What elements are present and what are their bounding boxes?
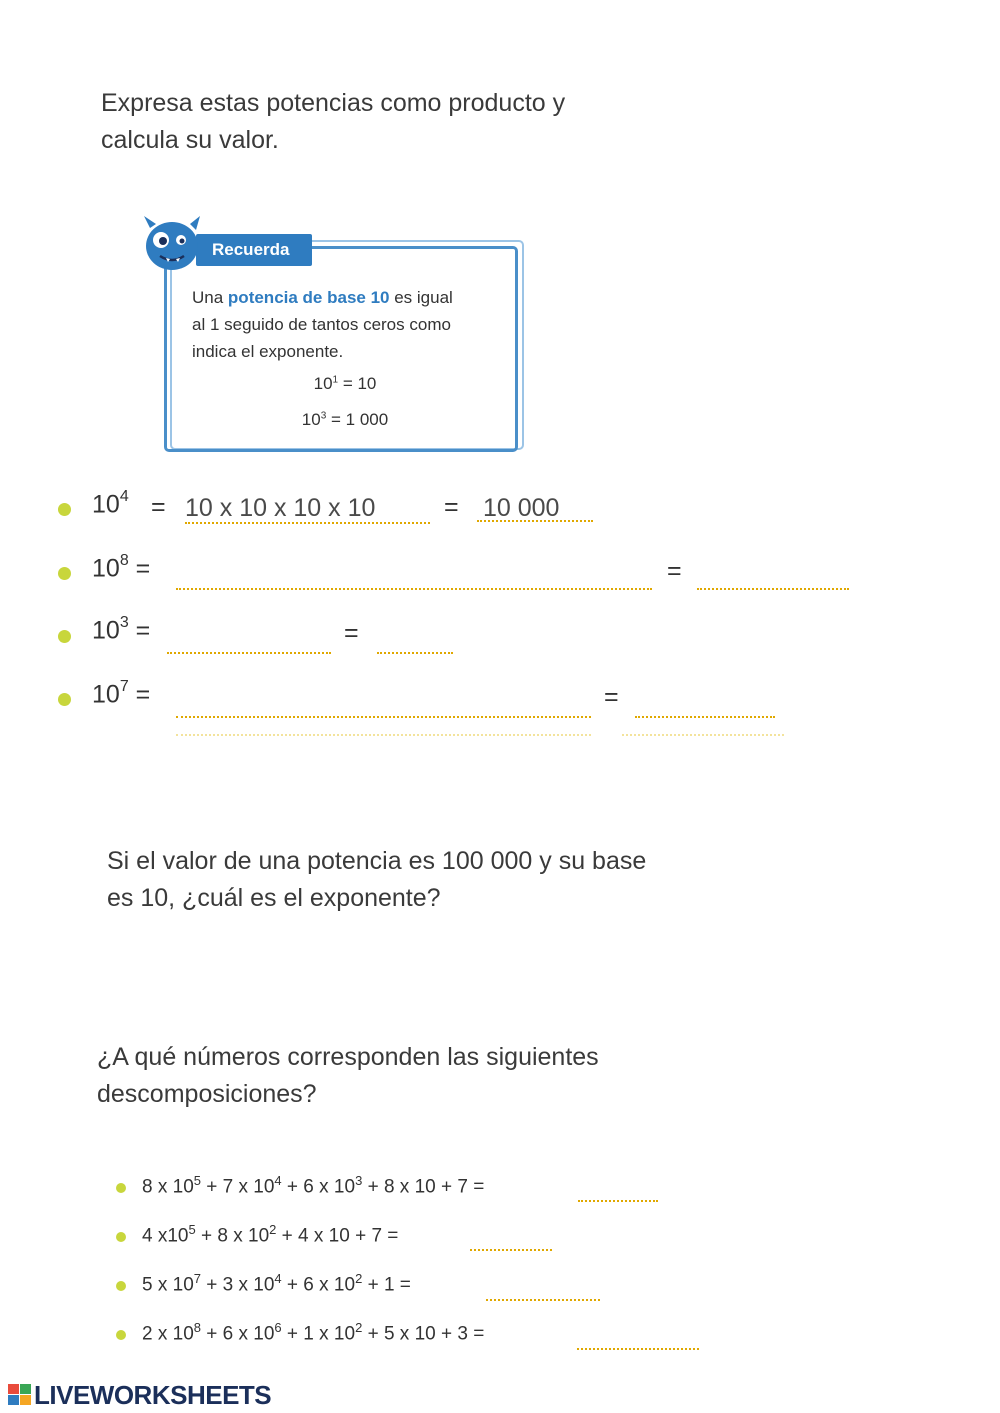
decomposition-expression: [142, 1222, 398, 1247]
instruction-1-line2: calcula su valor.: [101, 126, 279, 154]
bullet: [58, 567, 71, 580]
power-exponent: 4: [119, 488, 129, 505]
bullet: [58, 693, 71, 706]
decomposition-answer-field[interactable]: [486, 1279, 600, 1301]
recuerda-text: [192, 284, 453, 365]
equals-sign: =: [344, 619, 359, 647]
equals-sign: =: [135, 680, 151, 709]
decomposition-answer-field[interactable]: [577, 1328, 699, 1350]
instruction-3-line2: descomposiciones?: [97, 1080, 317, 1108]
value-answer-field[interactable]: [377, 624, 453, 654]
decomposition-expression: [142, 1173, 484, 1198]
exponent: 4: [274, 1271, 282, 1286]
value-answer-field[interactable]: [697, 560, 849, 590]
ex1-exp: 1: [332, 374, 339, 386]
term: + 5 x 10 + 3 =: [362, 1323, 485, 1345]
power-base: 10: [92, 616, 120, 645]
recuerda-line1-post: es igual: [389, 288, 453, 307]
value-answer-field[interactable]: 10 000: [477, 494, 593, 522]
ex1-result: = 10: [338, 374, 377, 393]
term: 5 x 10: [142, 1274, 194, 1296]
power-expression: [92, 490, 129, 519]
product-answer-field[interactable]: [167, 624, 331, 654]
term: + 4 x 10 + 7 =: [276, 1225, 399, 1247]
equals-sign: =: [604, 683, 619, 711]
power-exponent: 3: [119, 614, 129, 631]
instruction-3-line1: ¿A qué números corresponden las siguientes: [97, 1043, 599, 1071]
term: + 7 x 10: [201, 1176, 275, 1198]
liveworksheets-logo-icon: [8, 1384, 32, 1406]
ex2-exp: 3: [320, 410, 327, 422]
instruction-1-line1: Expresa estas potencias como producto y: [101, 89, 566, 117]
recuerda-line3: indica el exponente.: [192, 342, 344, 361]
term: + 6 x 10: [281, 1176, 356, 1198]
power-base: 10: [92, 490, 120, 519]
exponent: 2: [355, 1271, 363, 1286]
bullet: [116, 1183, 126, 1193]
instruction-3: [97, 1039, 599, 1113]
instruction-2-line1: Si el valor de una potencia es 100 000 y su base: [107, 847, 647, 875]
ex2-base: 10: [301, 410, 321, 429]
exponent: 4: [274, 1173, 282, 1188]
term: + 6 x 10: [281, 1274, 356, 1296]
monster-mascot-icon: [140, 214, 204, 276]
ex2-result: = 1 000: [326, 410, 389, 429]
exponent: 5: [188, 1222, 196, 1237]
equals-sign: =: [135, 554, 151, 583]
decomposition-answer-field[interactable]: [578, 1180, 658, 1202]
bullet: [58, 630, 71, 643]
ex1-base: 10: [313, 374, 333, 393]
exponent: 7: [193, 1271, 201, 1286]
instruction-2: [107, 843, 646, 917]
equals-sign: =: [135, 616, 151, 645]
power-expression: [92, 616, 150, 645]
term: + 3 x 10: [201, 1274, 275, 1296]
exponent: 2: [355, 1320, 363, 1335]
recuerda-line1: [192, 284, 453, 311]
recuerda-example-2: [195, 410, 495, 430]
power-exponent: 7: [119, 678, 129, 695]
term: + 1 x 10: [281, 1323, 356, 1345]
power-expression: [92, 680, 150, 709]
instruction-1: [101, 85, 565, 159]
power-expression: [92, 554, 150, 583]
term: + 8 x 10 + 7 =: [362, 1176, 485, 1198]
equals-sign: =: [444, 493, 459, 521]
term: + 8 x 10: [195, 1225, 270, 1247]
power-exponent: 8: [119, 552, 129, 569]
exponent: 3: [355, 1173, 363, 1188]
bullet: [116, 1281, 126, 1291]
recuerda-line1-bold: potencia de base 10: [227, 288, 390, 307]
power-base: 10: [92, 554, 120, 583]
term: 2 x 10: [142, 1323, 194, 1345]
liveworksheets-brand: LIVEWORKSHEETS: [34, 1380, 272, 1410]
decomposition-expression: [142, 1320, 484, 1345]
decomposition-answer-field[interactable]: [470, 1229, 552, 1251]
exponent: 8: [193, 1320, 201, 1335]
recuerda-tag: Recuerda: [196, 234, 312, 266]
recuerda-line2: al 1 seguido de tantos ceros como: [192, 315, 451, 334]
faint-dotted-line: [176, 708, 591, 736]
equals-sign: =: [151, 493, 166, 521]
term: + 1 =: [362, 1274, 411, 1296]
instruction-2-line2: es 10, ¿cuál es el exponente?: [107, 884, 441, 912]
term: + 6 x 10: [201, 1323, 275, 1345]
power-base: 10: [92, 680, 120, 709]
term: 4 x10: [142, 1225, 189, 1247]
recuerda-line1-pre: Una: [192, 288, 228, 307]
decomposition-expression: [142, 1271, 411, 1296]
exponent: 6: [274, 1320, 282, 1335]
faint-dotted-line: [622, 708, 784, 736]
bullet: [116, 1232, 126, 1242]
equals-sign: =: [667, 557, 682, 585]
exponent: 2: [269, 1222, 277, 1237]
exponent: 5: [193, 1173, 201, 1188]
term: 8 x 10: [142, 1176, 194, 1198]
recuerda-example-1: [195, 374, 495, 394]
bullet: [58, 503, 71, 516]
bullet: [116, 1330, 126, 1340]
product-answer-field[interactable]: 10 x 10 x 10 x 10: [185, 494, 430, 524]
product-answer-field[interactable]: [176, 560, 652, 590]
